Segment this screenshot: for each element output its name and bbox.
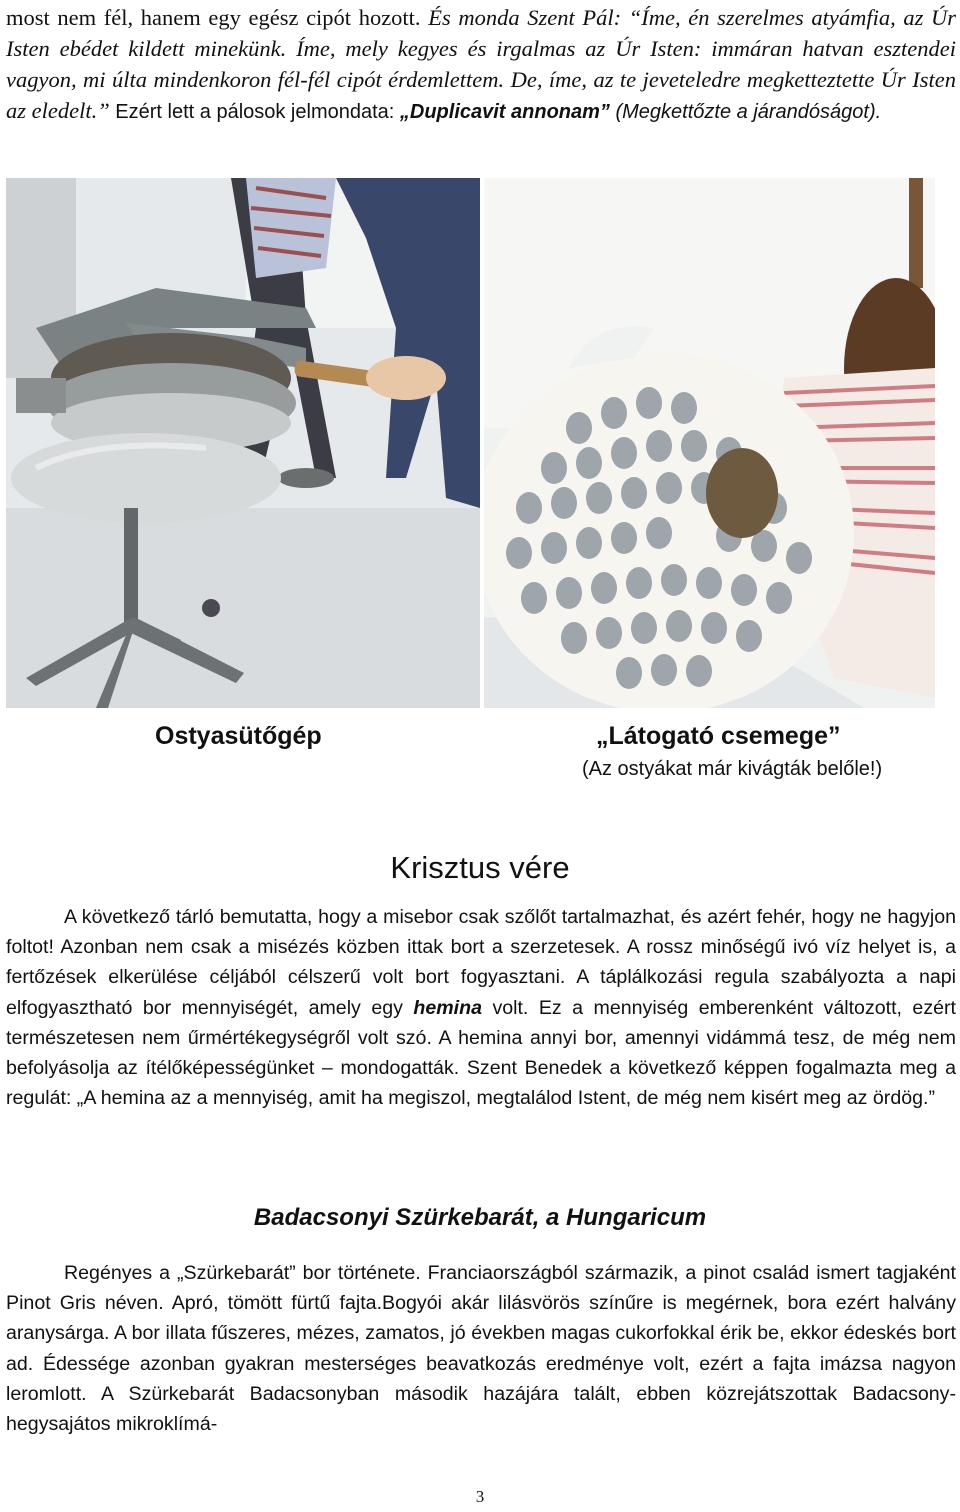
intro-motto-translation: (Megkettőzte a járandóságot). — [609, 101, 882, 123]
section1-paragraph — [6, 902, 956, 1113]
figure-caption-right: „Látogató csemege” — [596, 722, 841, 750]
section1-hemina: hemina — [413, 996, 482, 1019]
figure-caption-left: Ostyasütőgép — [155, 722, 322, 750]
section2-paragraph: Regényes a „Szürkebarát” bor története. Franciaországból származik, a pinot család ismert tagjaként Pinot Gris néven. Apró, tömött fürtű fajta.Bogyói akár lilásvörös színűre is megérnek, bora ezért halvány aranysárga. A bor illata fűszeres, mézes, zamatos, jó években magas cukorfokkal érik be, ekkor édeskés bort ad. Édessége azonban gyakran mesterséges beavatkozás eredménye volt, ezért a fajta imázsa nagyon leromlott. A Szürkebarát Badacsonyban második hazájára talált, ebben közrejátszottak Badacsony-hegysajátos mikroklímá- — [6, 1262, 956, 1436]
section1-text-a: A következő tárló bemutatta, hogy a misebor csak szőlőt tartalmazhat, és azért fehér, hogy ne hagyjon foltot! Azonban nem csak a misézés közben ittak bort a szerzetesek. A rossz minőségű ivó víz helyet is, a fertőzések elkerülése céljából célszerű volt bort fogyasztani. A táplálkozási regula szabályozta a napi elfogyasztható bor mennyiségét, amely egy — [6, 906, 956, 1019]
intro-quote: És monda Szent Pál: “Íme, én szerelmes atyámfia, az Úr Isten ebédet kildett minekünk. Íme, mely kegyes és irgalmas az Úr Isten: immáran hatvan esztendei vagyon, mi últa mindenkoron fél-fél cipót érdemlettem. De, íme, az te jeveteledre megketteztette Úr Isten az eledelt.” — [6, 5, 957, 123]
intro-paragraph — [6, 2, 956, 128]
wafer-remnant-photo — [484, 178, 935, 708]
section-heading-szurkebarat: Badacsonyi Szürkebarát, a Hungaricum — [253, 1204, 707, 1231]
intro-motto: „Duplicavit annonam” — [399, 101, 610, 123]
intro-text: most nem fél, hanem egy egész cipót hozott. — [6, 5, 429, 30]
wafer-machine-photo — [6, 178, 480, 708]
section-heading-krisztus-vere: Krisztus vére — [390, 850, 570, 885]
section1-text-b: volt. Ez a mennyiség emberenként változott, ezért természetesen nem űrmértékegységről volt szó. A hemina annyi bor, amennyi vidámmá tesz, de még nem befolyásolja az ítélőképességünket – mondogatták. Szent Benedek a következő képpen fogalmazta meg a regulát: „A hemina az a mennyiség, amit ha megiszol, megtalálod Istent, de még nem kisért meg az ördög.” — [6, 996, 956, 1110]
page-number: 3 — [475, 1487, 485, 1506]
figure-subcaption-right: (Az ostyákat már kivágták belőle!) — [582, 758, 883, 780]
intro-motto-lead: Ezért lett a pálosok jelmondata: — [109, 101, 400, 123]
